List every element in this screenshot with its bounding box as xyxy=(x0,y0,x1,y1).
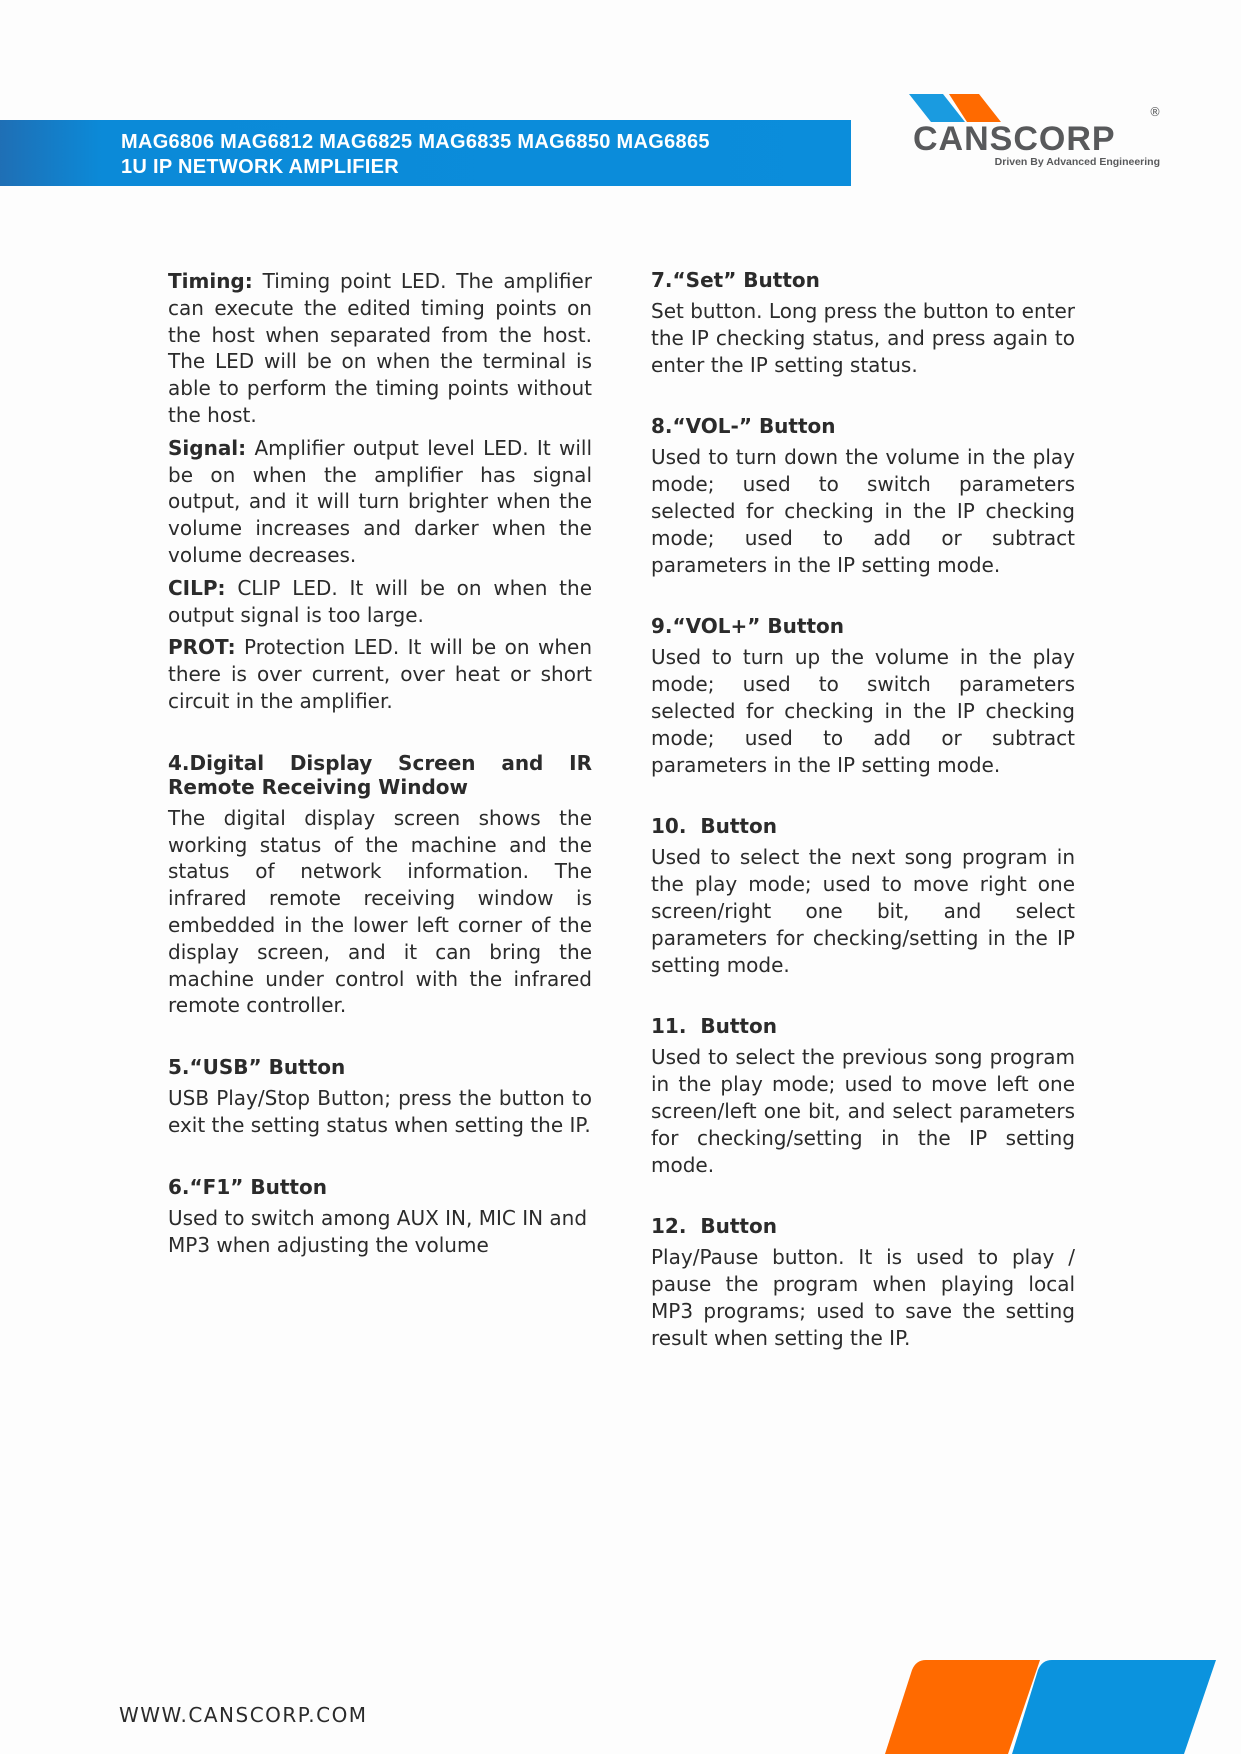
section-12-text: Play/Pause button. It is used to play / pause the program when playing local MP3 programs; used to save the setting result when setting the IP. xyxy=(651,1245,1075,1350)
section-12-heading: 12. Button xyxy=(651,1214,777,1239)
prot-label: PROT: xyxy=(168,635,236,660)
section-6-text: Used to switch among AUX IN, MIC IN and MP3 when adjusting the volume xyxy=(168,1205,588,1257)
section-6-heading: 6.“F1” Button xyxy=(168,1174,327,1199)
clip-led-item xyxy=(168,575,592,629)
clip-label: CILP: xyxy=(168,575,226,600)
timing-text: Timing point LED. The amplifier can execute the edited timing points on the host when separated from the host. The LED will be on when the terminal is able to perform the timing points without the host. xyxy=(168,269,592,427)
section-10-text: Used to select the next song program in the play mode; used to move right one screen/right one bit, and select parameters for checking/setting in the IP setting mode. xyxy=(651,845,1075,977)
section-7-text: Set button. Long press the button to enter the IP checking status, and press again to enter the IP setting status. xyxy=(651,299,1075,377)
prot-text: Protection LED. It will be on when there is over current, over heat or short circuit in the amplifier. xyxy=(168,635,593,713)
document-title xyxy=(121,130,710,180)
section-11-text: Used to select the previous song program in the play mode; used to move left one screen/left one bit, and select parameters for checking/setting in the IP setting mode. xyxy=(651,1045,1075,1177)
section-4-heading: 4.Digital Display Screen and IR Remote Receiving Window xyxy=(168,750,592,799)
footer-website-link[interactable]: WWW.CANSCORP.COM xyxy=(119,1703,368,1727)
section-11-heading: 11. Button xyxy=(651,1014,777,1039)
logo-wordmark: CANSCORP xyxy=(913,120,1116,158)
signal-label: Signal: xyxy=(168,435,247,460)
logo-tagline: Driven By Advanced Engineering xyxy=(994,156,1160,168)
title-product: 1U IP NETWORK AMPLIFIER xyxy=(121,156,400,178)
section-7-heading: 7.“Set” Button xyxy=(651,268,820,292)
right-column xyxy=(651,268,1075,1352)
section-8-text: Used to turn down the volume in the play mode; used to switch parameters selected for checking in the IP checking mode; used to add or subtract parameters in the IP setting mode. xyxy=(651,445,1075,577)
clip-text: CLIP LED. It will be on when the output signal is too large. xyxy=(168,575,592,627)
section-8-heading: 8.“VOL-” Button xyxy=(651,414,836,439)
timing-label: Timing: xyxy=(168,269,253,293)
left-column xyxy=(168,268,592,1258)
signal-led-item xyxy=(168,435,592,569)
section-4-text: The digital display screen shows the working status of the machine and the status of network information. The infrared remote receiving window is embedded in the lower left corner of the display screen, and it can bring the machine under control with the infrared remote controller. xyxy=(168,805,592,1018)
footer-stripes-icon xyxy=(820,1660,1241,1754)
section-5-text: USB Play/Stop Button; press the button to exit the setting status when setting the IP. xyxy=(168,1086,592,1137)
registered-mark: ® xyxy=(1149,105,1161,119)
canscorp-logo xyxy=(905,92,1165,172)
section-10-heading: 10. Button xyxy=(651,814,777,839)
section-9-heading: 9.“VOL+” Button xyxy=(651,614,844,639)
prot-led-item xyxy=(168,634,592,714)
timing-led-item xyxy=(168,268,592,429)
section-9-text: Used to turn up the volume in the play mode; used to switch parameters selected for checking in the IP checking mode; used to add or subtract parameters in the IP setting mode. xyxy=(651,645,1075,777)
title-models: MAG6806 MAG6812 MAG6825 MAG6835 MAG6850 MAG6865 xyxy=(121,131,710,153)
signal-text: Amplifier output level LED. It will be on when the amplifier has signal output, and it will turn brighter when the volume increases and darker when the volume decreases. xyxy=(168,435,593,567)
section-5-heading: 5.“USB” Button xyxy=(168,1055,346,1080)
